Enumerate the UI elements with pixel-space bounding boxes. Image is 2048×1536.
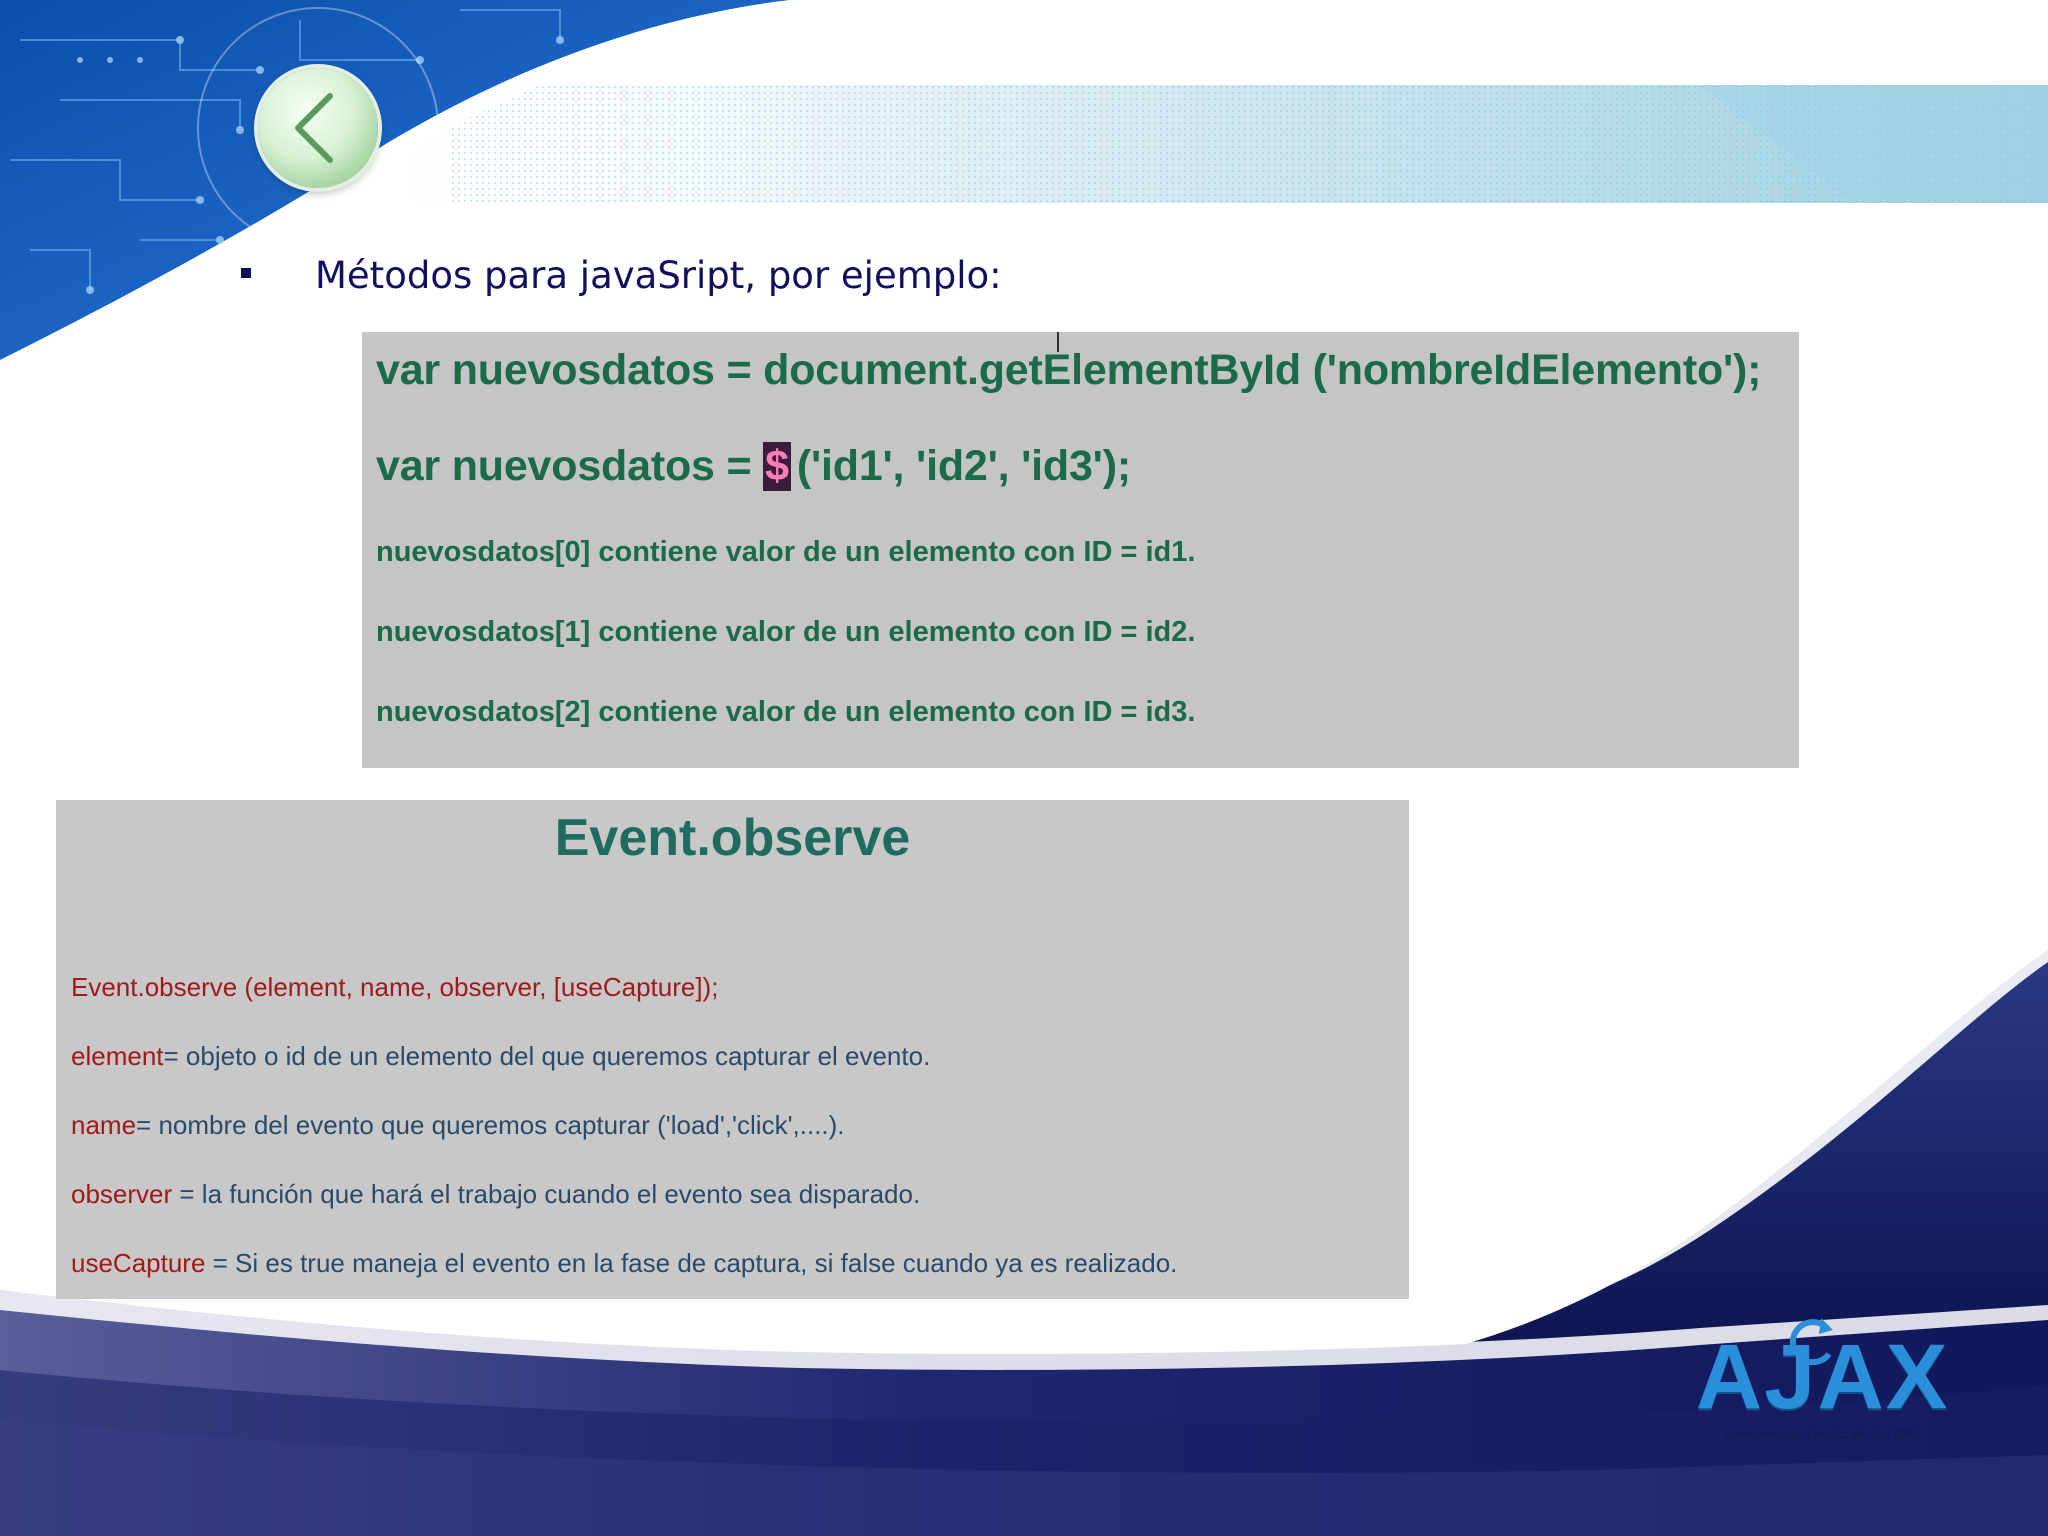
param-desc: = la función que hará el trabajo cuando el evento sea disparado.	[172, 1179, 921, 1209]
param-key: useCapture	[71, 1248, 206, 1278]
event-signature: Event.observe (element, name, observer, [useCapture]);	[71, 972, 719, 1002]
code-line-2-suffix: ('id1', 'id2', 'id3');	[796, 442, 1131, 490]
event-observe-image	[56, 800, 1409, 1299]
event-param-name	[71, 1110, 845, 1141]
param-key: name	[71, 1110, 137, 1140]
ajax-logo	[1685, 1310, 1960, 1450]
code-line-2-prefix: var nuevosdatos =	[376, 442, 764, 490]
param-desc: = objeto o id de un elemento del que queremos capturar el evento.	[163, 1041, 931, 1071]
code-line-5: nuevosdatos[2] contiene valor de un elemento con ID = id3.	[376, 696, 1196, 728]
bullet-marker	[241, 268, 251, 278]
code-line-4: nuevosdatos[1] contiene valor de un elemento con ID = id2.	[376, 616, 1196, 648]
logo-subtitle: Asynchronous JavaScript And XML	[1724, 1428, 1921, 1441]
param-desc: = Si es true maneja el evento en la fase de captura, si false cuando ya es realizado.	[205, 1248, 1178, 1278]
event-title: Event.observe	[554, 809, 911, 867]
logo-text: AJAX	[1695, 1326, 1950, 1428]
bullet-text: Métodos para javaSript, por ejemplo:	[315, 254, 1002, 297]
code-example-image	[362, 332, 1799, 768]
code-line-1: var nuevosdatos = document.getElementById ('nombreIdElemento');	[376, 346, 1762, 394]
param-key: observer	[71, 1179, 173, 1209]
event-param-observer	[71, 1179, 920, 1210]
code-line-3: nuevosdatos[0] contiene valor de un elemento con ID = id1.	[376, 536, 1196, 568]
param-key: element	[71, 1041, 164, 1071]
dollar-function-highlight: $	[765, 442, 789, 490]
event-param-usecapture	[71, 1248, 1177, 1279]
event-param-element	[71, 1041, 930, 1072]
code-line-2	[376, 442, 1131, 491]
back-arrow-icon[interactable]	[258, 68, 378, 188]
param-desc: = nombre del evento que queremos capturar ('load','click',....).	[136, 1110, 845, 1140]
